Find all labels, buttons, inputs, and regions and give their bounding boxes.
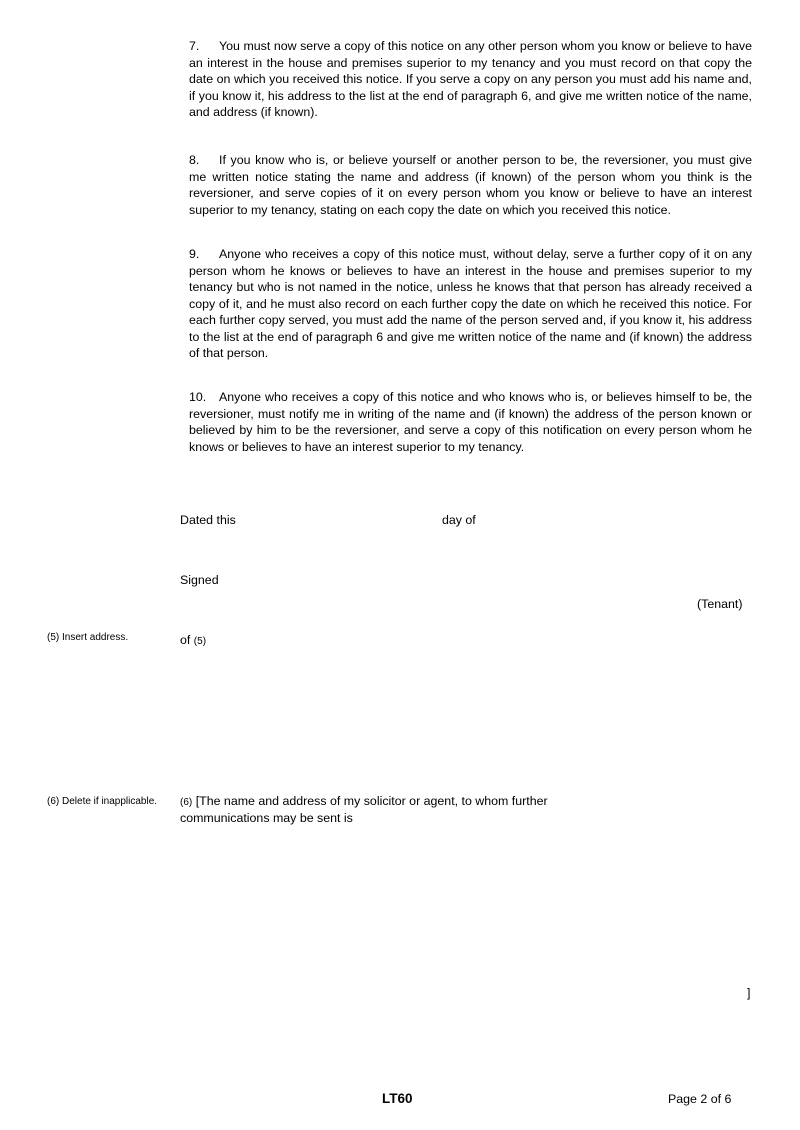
footnote-ref-5: (5) — [193, 636, 207, 647]
solicitor-line-2: communications may be sent is — [180, 811, 353, 825]
paragraph-10 — [189, 389, 752, 455]
paragraph-9 — [189, 246, 752, 362]
footnote-ref-6: (6) — [180, 797, 193, 808]
paragraph-number: 10. — [189, 390, 207, 404]
solicitor-line-1 — [180, 793, 548, 812]
paragraph-number: 8. — [189, 153, 200, 167]
paragraph-text: Anyone who receives a copy of this notice must, without delay, serve a further copy of it on any person whom he knows or believes to have an interest in the house and premises superior to my tenancy but who is not named in the notice, unless he knows that that person has already received a copy of it, and he must also record on each further copy the date on which he received this notice. For each further copy served, you must add the name of the person served and, if you know it, his address to the list at the end of paragraph 6 and give me written notice of the name and (if known) the address of that person. — [189, 247, 752, 360]
paragraph-number: 9. — [189, 247, 200, 261]
paragraph-number: 7. — [189, 39, 200, 53]
paragraph-7 — [189, 38, 752, 121]
signed-label: Signed — [180, 573, 219, 587]
tenant-label: (Tenant) — [697, 597, 743, 611]
form-code: LT60 — [382, 1091, 413, 1106]
of-address-line — [180, 632, 206, 651]
of-label: of — [180, 633, 191, 647]
day-of-label: day of — [442, 513, 476, 527]
paragraph-text: If you know who is, or believe yourself or another person to be, the reversioner, you must give me written notice stating the name and address (if known) of the person whom you think is the reversioner, and serve copies of it on every person whom you know or believe to have an interest superior to my tenancy, stating on each copy the date on which you received this notice. — [189, 153, 752, 217]
paragraph-text: Anyone who receives a copy of this notice and who knows who is, or believes himself to be, the reversioner, must notify me in writing of the name and (if known) the address of the person known or believed by him to be the reversioner, and serve a copy of this notification on every person whom he knows or believes to have an interest superior to my tenancy. — [189, 390, 752, 454]
page-number: Page 2 of 6 — [668, 1092, 732, 1106]
closing-bracket: ] — [747, 986, 751, 1000]
margin-note-delete-if-inapplicable: (6) Delete if inapplicable. — [47, 796, 158, 807]
dated-label: Dated this — [180, 513, 236, 527]
margin-note-insert-address: (5) Insert address. — [47, 632, 129, 643]
paragraph-8 — [189, 152, 752, 218]
solicitor-text-1: [The name and address of my solicitor or agent, to whom further — [195, 794, 548, 808]
paragraph-text: You must now serve a copy of this notice on any other person whom you know or believe to have an interest in the house and premises superior to my tenancy and you must record on that copy the date on which you received this notice. If you serve a copy on any person you must add his name and, if you know it, his address to the list at the end of paragraph 6, and give me written notice of the name, and address (if known). — [189, 39, 752, 119]
